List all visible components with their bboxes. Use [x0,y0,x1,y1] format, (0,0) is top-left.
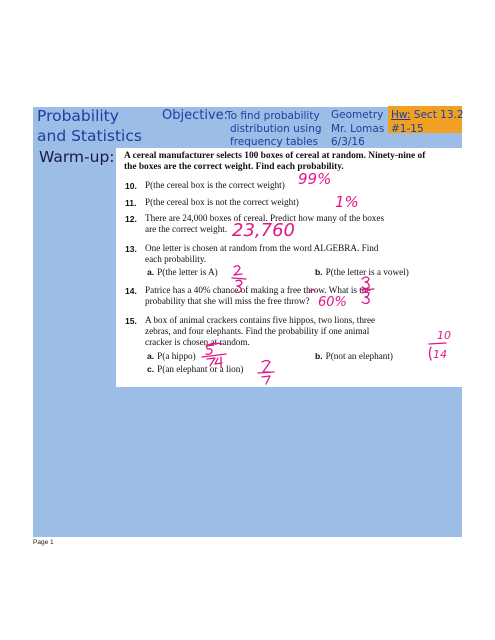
homework-label: Hw: [391,109,411,121]
question-14-line-1: Patrice has a 40% chance of making a free throw. What is the [145,285,371,295]
question-13b-text: P(the letter is a vowel) [325,267,409,277]
question-10-text: P(the cereal box is the correct weight) [145,180,285,190]
question-10-number: 10. [125,181,137,191]
question-13b-letter: b. [315,267,323,277]
homework-problems: #1-15 [391,122,424,135]
question-15b [315,351,393,361]
question-15-line-3: cracker is chosen at random. [145,337,250,347]
question-15a-text: P(a hippo) [157,351,196,361]
intro-line-1: A cereal manufacturer selects 100 boxes of cereal at random. Ninety-nine of [124,151,426,161]
intro-line-2: the boxes are the correct weight. Find each probability. [124,162,344,172]
answer-11-handwritten: 1% [335,193,359,211]
question-13-number: 13. [125,244,137,254]
title-line-1: Probability [37,107,119,125]
objective-line-1: To find probability [226,110,320,122]
question-13b [315,267,409,277]
objective-line-3: frequency tables [230,136,319,148]
question-13a-text: P(the letter is A) [157,267,218,277]
question-14-line-2: probability that she will miss the free throw? [145,296,310,306]
question-15-line-2: zebras, and four elephants. Find the probability if one animal [145,326,370,336]
course-info [331,109,384,150]
answer-12-handwritten: 23,760 [232,220,295,241]
question-15-number: 15. [125,316,137,326]
objective-text [226,110,322,149]
question-12-number: 12. [125,214,137,224]
question-15b-letter: b. [315,351,323,361]
question-15c-text: P(an elephant or a lion) [157,364,244,374]
question-13-line-2: each probability. [145,254,207,264]
question-12-line-1: There are 24,000 boxes of cereal. Predict how many of the boxes [145,213,385,223]
answer-10-handwritten: 99% [298,170,332,188]
homework-section: Sect 13.2 [413,109,464,121]
question-12-line-2: are the correct weight. [145,224,228,234]
answer-15b-numerator: 10 [437,329,451,342]
question-15c [147,364,243,374]
objective-line-2: distribution using [230,123,322,135]
answer-14-handwritten: 60% [318,295,347,310]
question-14-number: 14. [125,286,137,296]
question-13a [147,267,218,277]
answer-15b-denominator: 14 [433,348,447,361]
teacher-name: Mr. Lomas [331,122,385,135]
question-13a-letter: a. [147,267,155,277]
question-15c-letter: c. [147,364,155,374]
lesson-date: 6/3/16 [331,136,365,148]
page-number: Page 1 [33,539,54,546]
question-15a [147,351,196,361]
question-11-text: P(the cereal box is not the correct weight) [145,197,299,207]
course-name: Geometry [331,109,384,121]
homework-assignment [391,109,464,136]
question-15b-text: P(not an elephant) [325,351,393,361]
warmup-label: Warm-up: [39,148,115,166]
question-11-number: 11. [125,198,137,208]
question-15-line-1: A box of animal crackers contains five hippos, two lions, three [145,315,376,325]
title-line-2: and Statistics [37,127,142,145]
question-13-line-1: One letter is chosen at random from the word ALGEBRA. Find [145,243,379,253]
question-15a-letter: a. [147,351,155,361]
objective-label: Objective: [162,108,229,123]
